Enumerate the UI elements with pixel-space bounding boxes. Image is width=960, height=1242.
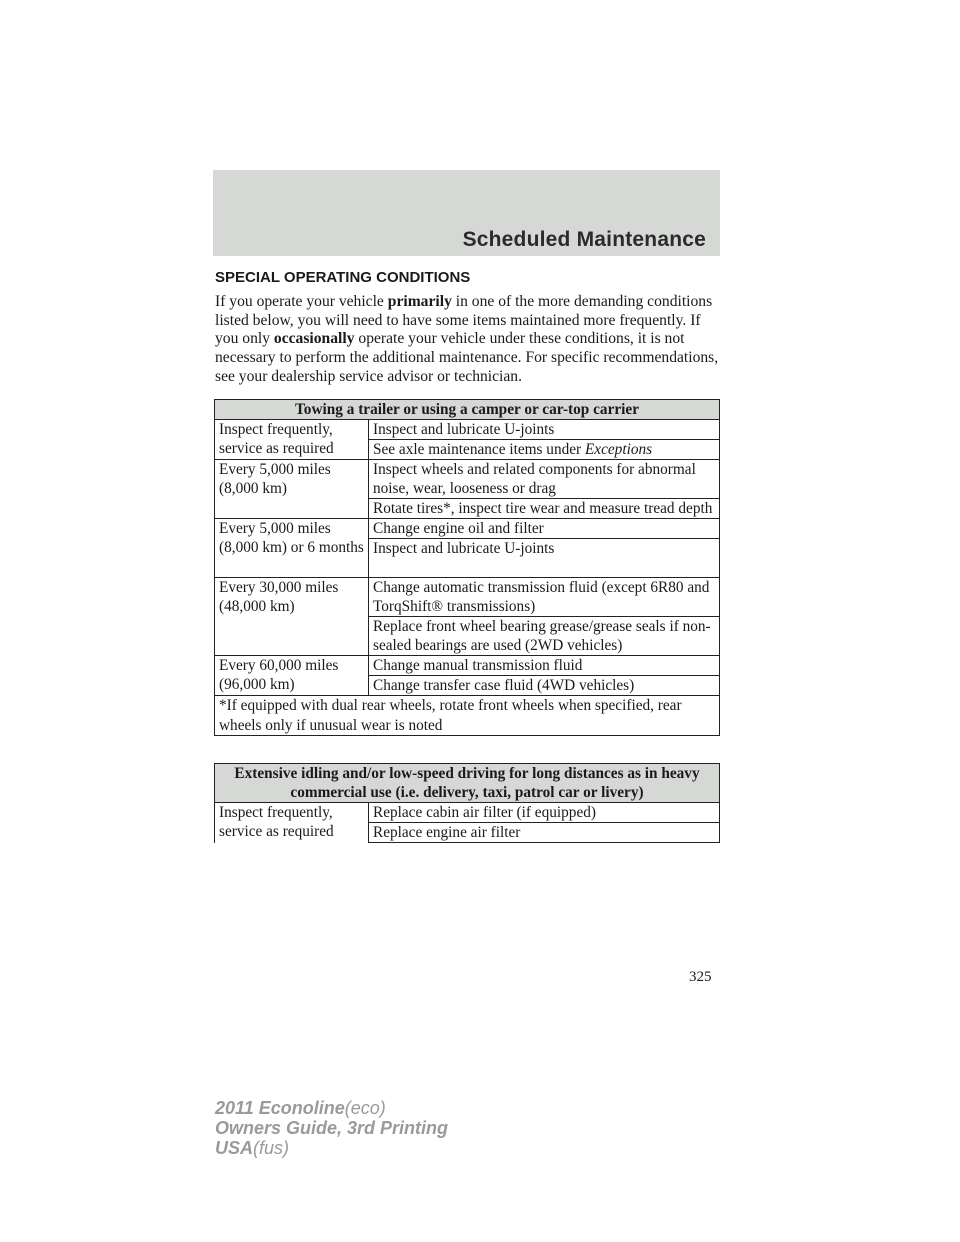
footer-model-code: (eco) xyxy=(344,1098,386,1118)
service-item: Change manual transmission fluid xyxy=(369,656,720,676)
document-footer xyxy=(215,1098,448,1158)
table-row xyxy=(215,803,720,823)
footer-line-model xyxy=(215,1098,448,1118)
footer-market-code: (fus) xyxy=(253,1138,290,1158)
table-row xyxy=(215,656,720,676)
interval-cell: Every 60,000 miles (96,000 km) xyxy=(215,656,369,696)
section-heading: SPECIAL OPERATING CONDITIONS xyxy=(215,269,471,286)
intro-emphasis-primarily: primarily xyxy=(387,293,452,310)
intro-emphasis-occasionally: occasionally xyxy=(273,330,355,348)
intro-paragraph xyxy=(215,293,720,387)
idling-maintenance-table xyxy=(214,763,720,843)
intro-text-3: operate your vehicle under these conditions, it is not necessary to perform the additional maintenance. For specific recommendations, see your dealership service advisor or technician. xyxy=(215,330,719,385)
footer-model: 2011 Econoline xyxy=(215,1098,345,1118)
chapter-title: Scheduled Maintenance xyxy=(462,228,706,251)
intro-text-2: in one of the more demanding conditions listed below, you will need to have some items maintained more frequently. If you only xyxy=(215,293,713,348)
interval-cell: Every 5,000 miles (8,000 km) xyxy=(215,460,369,519)
service-item: Change automatic transmission fluid (except 6R80 and TorqShift® transmissions) xyxy=(369,578,720,617)
footnote-row xyxy=(215,696,720,736)
service-item: Change engine oil and filter xyxy=(369,519,720,539)
service-item-text: See axle maintenance items under xyxy=(373,441,585,458)
intro-text-1: If you operate your vehicle xyxy=(215,293,388,310)
footer-line-market xyxy=(215,1138,448,1158)
table-header-row xyxy=(215,400,720,420)
page-number: 325 xyxy=(689,969,712,985)
chapter-header-band xyxy=(213,170,720,256)
interval-cell: Every 30,000 miles (48,000 km) xyxy=(215,578,369,656)
service-item: Change transfer case fluid (4WD vehicles) xyxy=(369,676,720,696)
service-item: Rotate tires*, inspect tire wear and measure tread depth xyxy=(369,499,720,519)
table-row xyxy=(215,420,720,440)
footer-line-guide xyxy=(215,1118,448,1138)
service-item xyxy=(369,440,720,460)
exceptions-reference: Exceptions xyxy=(584,441,653,458)
service-item: Replace front wheel bearing grease/grease seals if non-sealed bearings are used (2WD vehicles) xyxy=(369,617,720,656)
towing-maintenance-table xyxy=(214,399,720,736)
service-item: Inspect and lubricate U-joints xyxy=(369,539,720,578)
table-row xyxy=(215,519,720,539)
table-title: Extensive idling and/or low-speed driving for long distances as in heavy commercial use (i.e. delivery, taxi, patrol car or livery) xyxy=(215,764,720,803)
service-item: Inspect and lubricate U-joints xyxy=(369,420,720,440)
table-title: Towing a trailer or using a camper or car-top carrier xyxy=(215,400,720,420)
service-item: Replace cabin air filter (if equipped) xyxy=(369,803,720,823)
table-row xyxy=(215,460,720,499)
footer-guide: Owners Guide, 3rd Printing xyxy=(215,1118,449,1138)
table-row xyxy=(215,578,720,617)
table-header-row xyxy=(215,764,720,803)
service-item: Inspect wheels and related components for abnormal noise, wear, looseness or drag xyxy=(369,460,720,499)
service-item: Replace engine air filter xyxy=(369,823,720,843)
interval-cell: Inspect frequently, service as required xyxy=(215,803,369,843)
interval-cell: Inspect frequently, service as required xyxy=(215,420,369,460)
footer-market: USA xyxy=(215,1138,254,1158)
interval-cell: Every 5,000 miles (8,000 km) or 6 months xyxy=(215,519,369,578)
table-footnote: *If equipped with dual rear wheels, rotate front wheels when specified, rear wheels only if unusual wear is noted xyxy=(215,696,720,736)
